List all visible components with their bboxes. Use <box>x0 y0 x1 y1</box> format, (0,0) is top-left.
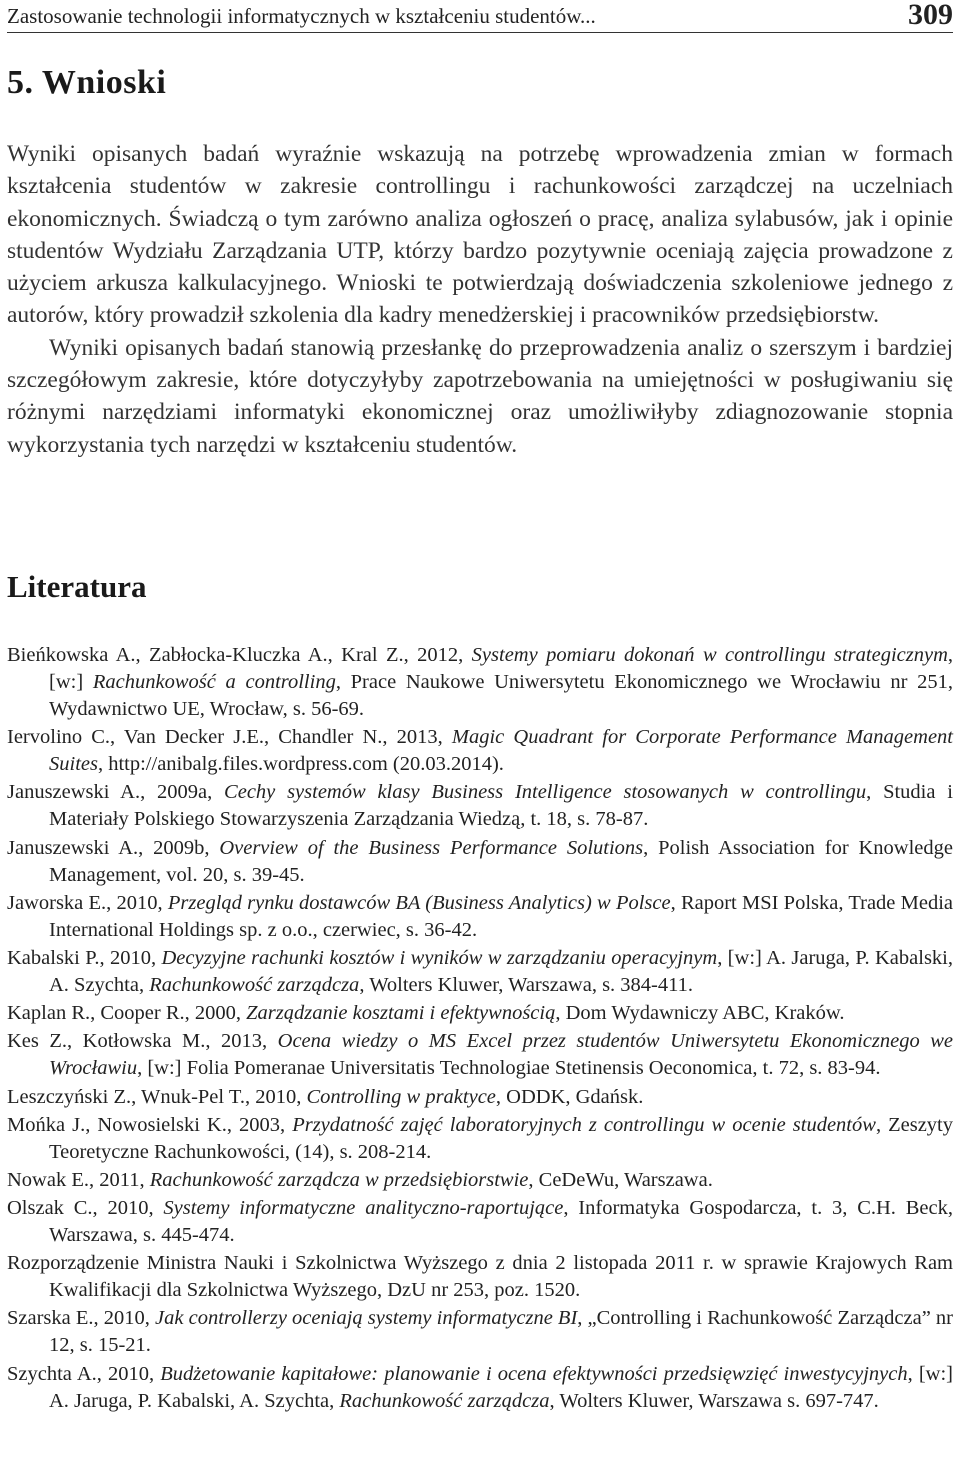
ref-text: Kaplan R., Cooper R., 2000, <box>7 1002 247 1025</box>
ref-text: , [w:] Folia Pomeranae Universitatis Technologiae Stetinensis Oeconomica, t. 72, s. 83-94. <box>137 1057 881 1080</box>
ref-text: Januszewski A., 2009a, <box>7 781 225 804</box>
ref-title: Ocena wiedzy o MS Excel przez studentów Uniwersytetu Ekonomicznego we Wrocławiu <box>49 1030 953 1080</box>
ref-text: , Informatyka Gospodarcza, t. 3, C.H. Beck, Warszawa, s. 445-474. <box>49 1197 953 1247</box>
ref-text: , Dom Wydawniczy ABC, Kraków. <box>555 1002 845 1025</box>
ref-text: Leszczyński Z., Wnuk-Pel T., 2010, <box>7 1085 307 1108</box>
ref-text: , [w:] A. Jaruga, P. Kabalski, A. Szychta, <box>49 1362 953 1412</box>
reference-item <box>7 1000 953 1027</box>
ref-text: , Zeszyty Teoretyczne Rachunkowości, (14), s. 208-214. <box>49 1113 953 1163</box>
paragraph: Wyniki opisanych badań stanowią przesłankę do przeprowadzenia analiz o szerszym i bardziej szczegółowym zakresie, które dotyczyłyby zapotrzebowania na umiejętności w posługiwaniu się różnymi narzędziami informatyki ekonomicznej oraz umożliwiłyby zdiagnozowanie stopnia wykorzystania tych narzędzi w kształceniu studentów. <box>7 334 953 458</box>
ref-title: Systemy informatyczne analityczno-raportujące <box>163 1197 564 1220</box>
ref-title: Przydatność zajęć laboratoryjnych z controllingu w ocenie studentów <box>292 1113 876 1136</box>
ref-title: Rachunkowość zarządcza <box>149 973 360 996</box>
ref-text: Szarska E., 2010, <box>7 1307 156 1330</box>
ref-text: , Wolters Kluwer, Warszawa, s. 384-411. <box>359 973 693 996</box>
section-heading: 5. Wnioski <box>7 64 167 101</box>
ref-title: Przegląd rynku dostawców BA (Business Analytics) w Polsce <box>167 891 671 914</box>
ref-text: Bieńkowska A., Zabłocka-Kluczka A., Kral Z., 2012, <box>7 644 472 666</box>
reference-item <box>7 779 953 833</box>
page-number: 309 <box>908 0 953 31</box>
ref-text: Kes Z., Kotłowska M., 2013, <box>7 1030 278 1053</box>
ref-title: Rachunkowość zarządcza w przedsiębiorstwie <box>149 1168 529 1191</box>
ref-text: , ODDK, Gdańsk. <box>495 1085 644 1108</box>
reference-item <box>7 1195 953 1249</box>
running-title: Zastosowanie technologii informatycznych w kształceniu studentów... <box>7 4 596 28</box>
reference-item <box>7 1028 953 1082</box>
reference-item <box>7 835 953 889</box>
ref-title: Overview of the Business Performance Solutions <box>219 836 644 859</box>
ref-title: Systemy pomiaru dokonań w controllingu strategicznym <box>471 644 948 666</box>
ref-title: Decyzyjne rachunki kosztów i wyników w zarządzaniu operacyjnym <box>161 946 718 969</box>
reference-item <box>7 724 953 778</box>
ref-text: Szychta A., 2010, <box>7 1362 161 1385</box>
ref-title: Budżetowanie kapitałowe: planowanie i ocena efektywności przedsięwzięć inwestycyjnych <box>160 1362 908 1385</box>
ref-text: , Wolters Kluwer, Warszawa s. 697-747. <box>549 1389 879 1412</box>
literature-heading: Literatura <box>7 569 147 604</box>
ref-text: Iervolino C., Van Decker J.E., Chandler N., 2013, <box>7 726 452 749</box>
ref-title: Cechy systemów klasy Business Intelligence stosowanych w controllingu <box>224 781 867 804</box>
reference-item <box>7 642 953 723</box>
ref-title: Rachunkowość a controlling <box>92 671 336 693</box>
ref-text: Mońka J., Nowosielski K., 2003, <box>7 1113 293 1136</box>
ref-text: Januszewski A., 2009b, <box>7 836 220 859</box>
ref-title: Controlling w praktyce <box>306 1085 496 1108</box>
ref-text: , „Controlling i Rachunkowość Zarządcza” nr 12, s. 15-21. <box>49 1307 953 1357</box>
ref-text: , [w:] <box>49 644 954 693</box>
ref-text: Nowak E., 2011, <box>7 1168 150 1191</box>
reference-item <box>7 1167 953 1194</box>
page-header <box>7 2 953 33</box>
ref-text: , Polish Association for Knowledge Management, vol. 20, s. 39-45. <box>49 836 953 886</box>
ref-text: , http://anibalg.files.wordpress.com (20.03.2014). <box>97 753 504 776</box>
ref-text: Rozporządzenie Ministra Nauki i Szkolnictwa Wyższego z dnia 2 listopada 2011 r. w sprawie Krajowych Ram Kwalifikacji dla Szkolnictwa Wyższego, DzU nr 253, poz. 1520. <box>7 1252 953 1302</box>
reference-item <box>7 1250 953 1304</box>
ref-title: Magic Quadrant for Corporate Performance Management Suites <box>49 726 953 776</box>
ref-text: , CeDeWu, Warszawa. <box>528 1168 713 1191</box>
ref-text: , Studia i Materiały Polskiego Stowarzyszenia Zarządzania Wiedzą, t. 18, s. 78-87. <box>49 781 953 831</box>
reference-item <box>7 890 953 944</box>
reference-item <box>7 1361 953 1415</box>
ref-title: Zarządzanie kosztami i efektywnością <box>246 1002 556 1025</box>
ref-text: , Raport MSI Polska, Trade Media International Holdings sp. z o.o., czerwiec, s. 36-42. <box>49 891 954 941</box>
ref-text: Kabalski P., 2010, <box>7 946 162 969</box>
paragraph: Wyniki opisanych badań wyraźnie wskazują na potrzebę wprowadzenia zmian w formach kształcenia studentów w zakresie controllingu i rachunkowości zarządczej na uczelniach ekonomicznych. Świadczą o tym zarówno analiza ogłoszeń o pracę, analiza sylabusów, jak i opinie studentów Wydziału Zarządzania UTP, którzy bardzo pozytywnie oceniają zajęcia prowadzone z użyciem arkusza kalkulacyjnego. Wnioski te potwierdzają doświadczenia szkoleniowe jednego z autorów, który prowadził szkolenia dla kadry menedżerskiej i pracowników przedsiębiorstw. <box>7 141 953 329</box>
reference-item <box>7 945 953 999</box>
ref-text: , [w:] A. Jaruga, P. Kabalski, A. Szychta, <box>49 946 953 996</box>
ref-text: Jaworska E., 2010, <box>7 891 168 914</box>
ref-title: Rachunkowość zarządcza <box>339 1389 550 1412</box>
ref-text: Olszak C., 2010, <box>7 1197 164 1220</box>
reference-list <box>7 642 953 1416</box>
ref-title: Jak controllerzy oceniają systemy informatyczne BI <box>155 1307 578 1330</box>
reference-item <box>7 1305 953 1359</box>
ref-text: , Prace Naukowe Uniwersytetu Ekonomicznego we Wrocławiu nr 251, Wydawnictwo UE, Wrocław, s. 56-69. <box>49 671 953 720</box>
reference-item <box>7 1084 953 1111</box>
reference-item <box>7 1112 953 1166</box>
conclusions-body <box>7 138 953 461</box>
